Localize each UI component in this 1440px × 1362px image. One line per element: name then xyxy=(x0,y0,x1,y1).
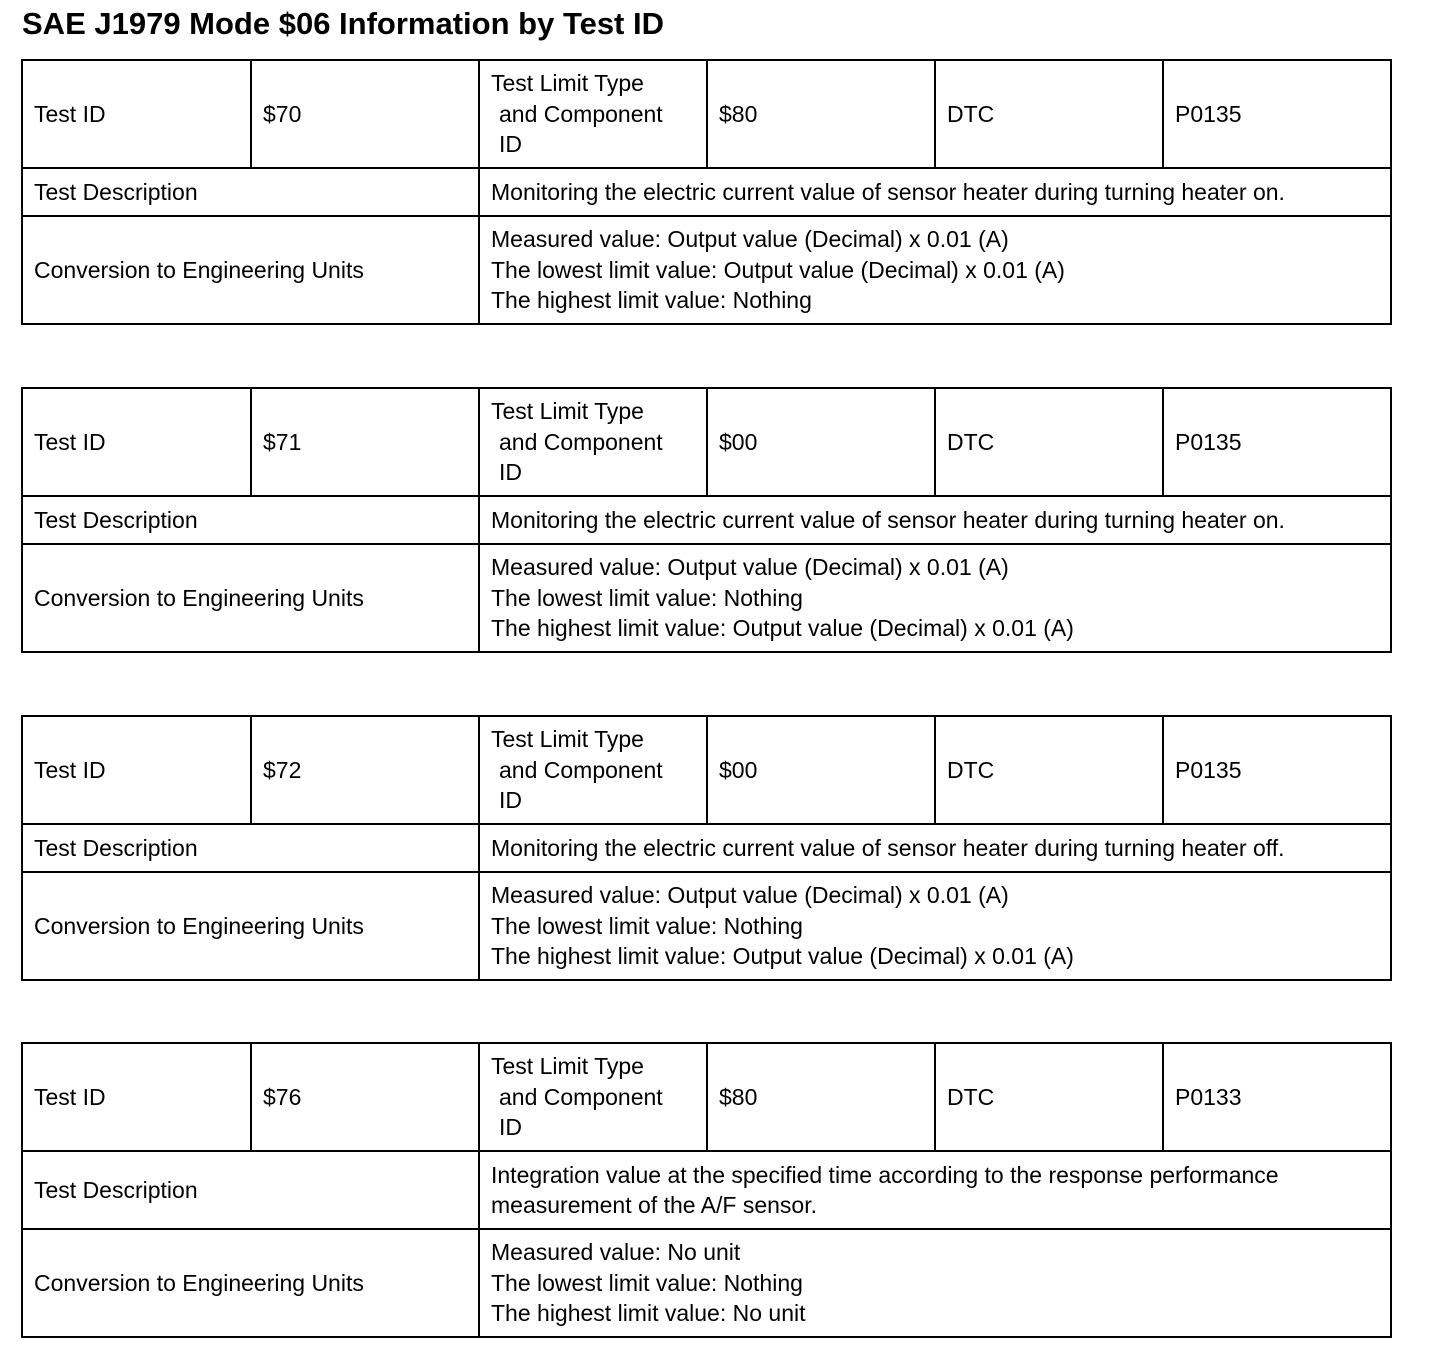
conversion-line: Measured value: Output value (Decimal) x 0.01 (A) xyxy=(491,882,1009,909)
conversion-label: Conversion to Engineering Units xyxy=(22,216,479,324)
limit-type-label-line: and Component xyxy=(499,1083,663,1110)
dtc-label: DTC xyxy=(935,716,1163,824)
conversion-value xyxy=(479,216,1391,324)
page-title: SAE J1979 Mode $06 Information by Test ID xyxy=(22,6,664,41)
limit-type-label-line: Test Limit Type xyxy=(491,398,644,425)
conversion-label: Conversion to Engineering Units xyxy=(22,544,479,652)
limit-type-label-line: ID xyxy=(499,131,522,158)
conversion-line: The lowest limit value: Nothing xyxy=(491,584,803,611)
conversion-line: The lowest limit value: Nothing xyxy=(491,1269,803,1296)
limit-type-label-line: ID xyxy=(499,1114,522,1141)
test-id-value: $70 xyxy=(251,60,479,168)
limit-type-label-line: Test Limit Type xyxy=(491,70,644,97)
limit-type-label-line: ID xyxy=(499,459,522,486)
conversion-label: Conversion to Engineering Units xyxy=(22,1229,479,1337)
limit-type-label-line: and Component xyxy=(499,100,663,127)
test-id-table xyxy=(21,715,1392,981)
table-row xyxy=(22,1043,1391,1151)
description-text: Monitoring the electric current value of sensor heater during turning heater off. xyxy=(491,834,1285,861)
test-description-label: Test Description xyxy=(22,168,479,216)
test-description-value xyxy=(479,168,1391,216)
conversion-line: The highest limit value: Output value (Decimal) x 0.01 (A) xyxy=(491,943,1074,970)
dtc-label: DTC xyxy=(935,388,1163,496)
test-id-table xyxy=(21,59,1392,325)
test-id-value: $76 xyxy=(251,1043,479,1151)
table-row xyxy=(22,388,1391,496)
dtc-label: DTC xyxy=(935,60,1163,168)
limit-type-label xyxy=(479,388,707,496)
test-id-value: $71 xyxy=(251,388,479,496)
description-text: Monitoring the electric current value of sensor heater during turning heater on. xyxy=(491,178,1285,205)
test-id-label: Test ID xyxy=(22,388,251,496)
table-row xyxy=(22,496,1391,544)
table-row xyxy=(22,824,1391,872)
limit-type-label-line: Test Limit Type xyxy=(491,726,644,753)
dtc-value: P0133 xyxy=(1163,1043,1391,1151)
limit-type-value: $80 xyxy=(707,1043,935,1151)
conversion-line: The lowest limit value: Output value (Decimal) x 0.01 (A) xyxy=(491,256,1065,283)
test-id-table xyxy=(21,387,1392,653)
table-row xyxy=(22,872,1391,980)
test-description-label: Test Description xyxy=(22,824,479,872)
limit-type-label xyxy=(479,1043,707,1151)
table-row xyxy=(22,216,1391,324)
conversion-label: Conversion to Engineering Units xyxy=(22,872,479,980)
test-description-value xyxy=(479,824,1391,872)
conversion-value xyxy=(479,872,1391,980)
test-id-label: Test ID xyxy=(22,1043,251,1151)
limit-type-value: $00 xyxy=(707,388,935,496)
limit-type-value: $80 xyxy=(707,60,935,168)
test-id-label: Test ID xyxy=(22,716,251,824)
table-row xyxy=(22,60,1391,168)
table-row xyxy=(22,544,1391,652)
conversion-value xyxy=(479,544,1391,652)
limit-type-label-line: and Component xyxy=(499,428,663,455)
limit-type-label xyxy=(479,716,707,824)
description-text: Integration value at the specified time according to the response performance measurement of the A/F sensor. xyxy=(491,1161,1279,1218)
dtc-label: DTC xyxy=(935,1043,1163,1151)
dtc-value: P0135 xyxy=(1163,716,1391,824)
conversion-value xyxy=(479,1229,1391,1337)
limit-type-label-line: ID xyxy=(499,787,522,814)
test-id-label: Test ID xyxy=(22,60,251,168)
test-description-value xyxy=(479,496,1391,544)
table-row xyxy=(22,716,1391,824)
test-description-value xyxy=(479,1151,1391,1229)
conversion-line: The highest limit value: Output value (Decimal) x 0.01 (A) xyxy=(491,615,1074,642)
dtc-value: P0135 xyxy=(1163,60,1391,168)
conversion-line: The highest limit value: Nothing xyxy=(491,287,812,314)
description-text: Monitoring the electric current value of sensor heater during turning heater on. xyxy=(491,506,1285,533)
conversion-line: The highest limit value: No unit xyxy=(491,1300,806,1327)
test-description-label: Test Description xyxy=(22,1151,479,1229)
limit-type-label-line: Test Limit Type xyxy=(491,1053,644,1080)
dtc-value: P0135 xyxy=(1163,388,1391,496)
conversion-line: Measured value: Output value (Decimal) x 0.01 (A) xyxy=(491,226,1009,253)
conversion-line: The lowest limit value: Nothing xyxy=(491,912,803,939)
limit-type-label-line: and Component xyxy=(499,756,663,783)
conversion-line: Measured value: Output value (Decimal) x 0.01 (A) xyxy=(491,554,1009,581)
limit-type-value: $00 xyxy=(707,716,935,824)
test-description-label: Test Description xyxy=(22,496,479,544)
table-row xyxy=(22,168,1391,216)
test-id-value: $72 xyxy=(251,716,479,824)
limit-type-label xyxy=(479,60,707,168)
table-row xyxy=(22,1151,1391,1229)
test-id-table xyxy=(21,1042,1392,1338)
table-row xyxy=(22,1229,1391,1337)
conversion-line: Measured value: No unit xyxy=(491,1239,741,1266)
